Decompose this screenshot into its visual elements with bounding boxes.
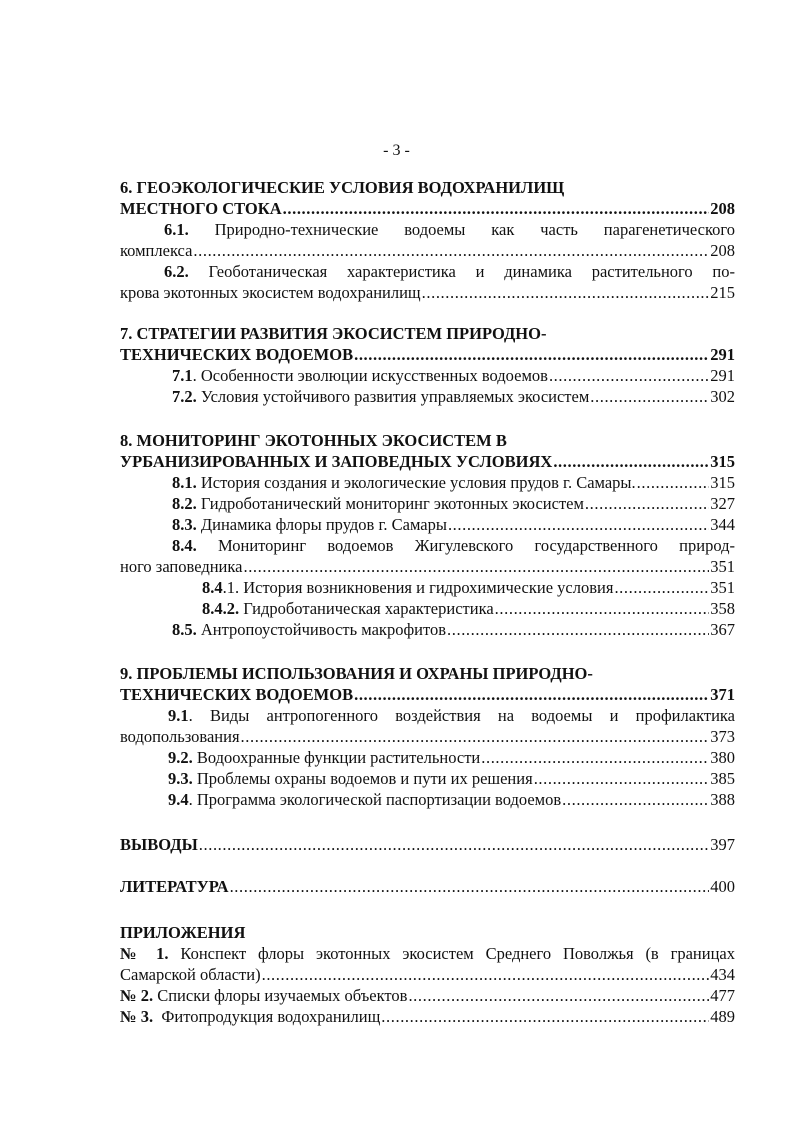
entry-page: 344 bbox=[710, 515, 735, 534]
dot-leader bbox=[241, 726, 710, 747]
appendices-title: ПРИЛОЖЕНИЯ bbox=[120, 923, 246, 942]
dot-leader bbox=[553, 451, 709, 472]
toc-entry-6-2-line2[interactable] bbox=[120, 282, 735, 303]
dot-leader bbox=[495, 598, 710, 619]
toc-entry-8-3[interactable] bbox=[120, 514, 735, 535]
entry-number: 8.3. bbox=[172, 515, 197, 534]
dot-leader bbox=[447, 619, 709, 640]
entry-number: 9.1 bbox=[168, 706, 189, 725]
entry-page: 358 bbox=[710, 599, 735, 618]
conclusions-page: 397 bbox=[710, 835, 735, 854]
dot-leader bbox=[193, 240, 709, 261]
entry-text: История создания и экологические условия прудов г. Самары. bbox=[196, 473, 636, 492]
entry-page: 489 bbox=[710, 1007, 735, 1026]
entry-text: . Особенности эволюции искусственных водоемов bbox=[192, 366, 548, 385]
entry-text: Списки флоры изучаемых объектов bbox=[153, 986, 408, 1005]
entry-page: 291 bbox=[710, 366, 735, 385]
toc-entry-6-1-line1[interactable] bbox=[120, 219, 735, 240]
entry-number: 7.1 bbox=[172, 366, 193, 385]
toc-section-8 bbox=[120, 430, 735, 640]
entry-text: Конспект флоры экотонных экосистем Среднего Поволжья (в границах bbox=[168, 944, 735, 963]
entry-number: 6.1. bbox=[164, 220, 189, 239]
dot-leader bbox=[481, 747, 709, 768]
section-9-title-line1: 9. ПРОБЛЕМЫ ИСПОЛЬЗОВАНИЯ И ОХРАНЫ ПРИРОДНО- bbox=[120, 664, 593, 683]
toc-entry-8-2[interactable] bbox=[120, 493, 735, 514]
entry-number: 8.4.2. bbox=[202, 599, 240, 618]
entry-number: 6.2. bbox=[164, 262, 189, 281]
entry-text: комплекса bbox=[120, 241, 193, 260]
literature-page: 400 bbox=[710, 877, 735, 896]
entry-text: Условия устойчивого развития управляемых экосистем bbox=[196, 387, 590, 406]
entry-page: 380 bbox=[710, 748, 735, 767]
dot-leader bbox=[534, 768, 710, 789]
section-7-title-row[interactable] bbox=[120, 344, 735, 365]
entry-number: 8.4 bbox=[202, 578, 223, 597]
entry-text: крова экотонных экосистем водохранилищ bbox=[120, 283, 421, 302]
entry-text: Динамика флоры прудов г. Самары bbox=[196, 515, 447, 534]
toc-appendix-1-line1[interactable] bbox=[120, 943, 735, 964]
entry-page: 315 bbox=[710, 473, 735, 492]
entry-number: 9.3. bbox=[168, 769, 193, 788]
dot-leader bbox=[283, 198, 710, 219]
entry-page: 385 bbox=[710, 769, 735, 788]
section-9-title-row[interactable] bbox=[120, 684, 735, 705]
entry-number: № 3. bbox=[120, 1007, 154, 1026]
entry-page: 434 bbox=[710, 965, 735, 984]
toc-entry-7-2[interactable] bbox=[120, 386, 735, 407]
toc-entry-8-4-2[interactable] bbox=[120, 598, 735, 619]
toc-appendix-2[interactable] bbox=[120, 985, 735, 1006]
literature-label: ЛИТЕРАТУРА bbox=[120, 877, 229, 896]
page-number: - 3 - bbox=[383, 142, 410, 159]
entry-text: Природно-технические водоемы как часть парагенетического bbox=[188, 220, 735, 239]
toc-entry-9-1-line2[interactable] bbox=[120, 726, 735, 747]
toc-entry-8-4-line2[interactable] bbox=[120, 556, 735, 577]
entry-text: Антропоустойчивость макрофитов bbox=[196, 620, 447, 639]
toc-entry-9-3[interactable] bbox=[120, 768, 735, 789]
section-8-title-line1: 8. МОНИТОРИНГ ЭКОТОННЫХ ЭКОСИСТЕМ В bbox=[120, 431, 507, 450]
section-6-title-line2: МЕСТНОГО СТОКА bbox=[120, 199, 282, 218]
entry-page: 388 bbox=[710, 790, 735, 809]
dot-leader bbox=[243, 556, 709, 577]
section-8-page: 315 bbox=[710, 452, 735, 471]
entry-number: 8.4. bbox=[172, 536, 197, 555]
dot-leader bbox=[199, 834, 709, 855]
entry-page: 351 bbox=[710, 557, 735, 576]
toc-appendix-1-line2[interactable] bbox=[120, 964, 735, 985]
entry-text: Гидроботаническая характеристика bbox=[239, 599, 494, 618]
conclusions-label: ВЫВОДЫ bbox=[120, 835, 198, 854]
toc-entry-conclusions[interactable] bbox=[120, 834, 735, 855]
toc-section-7 bbox=[120, 323, 735, 407]
dot-leader bbox=[637, 472, 710, 493]
entry-text: Геоботаническая характеристика и динамика растительного по- bbox=[188, 262, 735, 281]
entry-text: . Виды антропогенного воздействия на водоемы и профилактика bbox=[188, 706, 735, 725]
toc-entry-8-5[interactable] bbox=[120, 619, 735, 640]
toc-entry-8-4-line1[interactable] bbox=[120, 535, 735, 556]
toc-entry-8-1[interactable] bbox=[120, 472, 735, 493]
toc-appendices bbox=[120, 922, 735, 1027]
entry-text: Фитопродукция водохранилищ bbox=[153, 1007, 381, 1026]
dot-leader bbox=[230, 876, 710, 897]
entry-page: 477 bbox=[710, 986, 735, 1005]
dot-leader bbox=[422, 282, 710, 303]
entry-page: 215 bbox=[710, 283, 735, 302]
section-9-page: 371 bbox=[710, 685, 735, 704]
dot-leader bbox=[585, 493, 709, 514]
dot-leader bbox=[614, 577, 709, 598]
dot-leader bbox=[448, 514, 709, 535]
dot-leader bbox=[549, 365, 709, 386]
entry-text: .1. История возникновения и гидрохимические условия bbox=[222, 578, 614, 597]
entry-number: № 1. bbox=[120, 944, 169, 963]
section-7-title-line1: 7. СТРАТЕГИИ РАЗВИТИЯ ЭКОСИСТЕМ ПРИРОДНО- bbox=[120, 324, 547, 343]
toc-entry-6-1-line2[interactable] bbox=[120, 240, 735, 261]
dot-leader bbox=[262, 964, 710, 985]
section-8-title-line2: УРБАНИЗИРОВАННЫХ И ЗАПОВЕДНЫХ УСЛОВИЯХ bbox=[120, 452, 553, 471]
entry-text: ного заповедника bbox=[120, 557, 243, 576]
dot-leader bbox=[354, 684, 709, 705]
dot-leader bbox=[590, 386, 709, 407]
entry-number: 9.4 bbox=[168, 790, 189, 809]
section-9-title-line2: ТЕХНИЧЕСКИХ ВОДОЕМОВ bbox=[120, 685, 354, 704]
toc-entry-8-4-1[interactable] bbox=[120, 577, 735, 598]
entry-text: водопользования bbox=[120, 727, 240, 746]
toc-entry-9-4[interactable] bbox=[120, 789, 735, 810]
entry-page: 373 bbox=[710, 727, 735, 746]
entry-text: Водоохранные функции растительности bbox=[192, 748, 481, 767]
toc-literature bbox=[120, 876, 735, 897]
entry-number: 7.2. bbox=[172, 387, 197, 406]
entry-number: 8.1. bbox=[172, 473, 197, 492]
entry-text: . Программа экологической паспортизации водоемов bbox=[188, 790, 562, 809]
entry-text: Самарской области) bbox=[120, 965, 261, 984]
toc-entry-literature[interactable] bbox=[120, 876, 735, 897]
dot-leader bbox=[381, 1006, 709, 1027]
entry-number: 9.2. bbox=[168, 748, 193, 767]
entry-text: Мониторинг водоемов Жигулевского государственного природ- bbox=[196, 536, 735, 555]
toc-section-9 bbox=[120, 663, 735, 810]
section-8-title-row[interactable] bbox=[120, 451, 735, 472]
entry-page: 367 bbox=[710, 620, 735, 639]
entry-page: 208 bbox=[710, 241, 735, 260]
toc-appendix-3[interactable] bbox=[120, 1006, 735, 1027]
toc-conclusions bbox=[120, 834, 735, 855]
entry-text: Гидроботанический мониторинг экотонных экосистем bbox=[196, 494, 584, 513]
entry-page: 302 bbox=[710, 387, 735, 406]
dot-leader bbox=[562, 789, 709, 810]
entry-page: 327 bbox=[710, 494, 735, 513]
toc-entry-6-2-line1[interactable] bbox=[120, 261, 735, 282]
section-6-title-row[interactable] bbox=[120, 198, 735, 219]
entry-number: 8.2. bbox=[172, 494, 197, 513]
dot-leader bbox=[354, 344, 709, 365]
toc-entry-9-2[interactable] bbox=[120, 747, 735, 768]
section-6-title-line1: 6. ГЕОЭКОЛОГИЧЕСКИЕ УСЛОВИЯ ВОДОХРАНИЛИЩ bbox=[120, 178, 565, 197]
section-7-title-line2: ТЕХНИЧЕСКИХ ВОДОЕМОВ bbox=[120, 345, 354, 364]
dot-leader bbox=[408, 985, 709, 1006]
entry-page: 351 bbox=[710, 578, 735, 597]
section-6-page: 208 bbox=[710, 199, 735, 218]
entry-number: № 2. bbox=[120, 986, 154, 1005]
toc-entry-9-1-line1[interactable] bbox=[120, 705, 735, 726]
entry-number: 8.5. bbox=[172, 620, 197, 639]
section-7-page: 291 bbox=[710, 345, 735, 364]
toc-section-6 bbox=[120, 177, 735, 303]
entry-text: Проблемы охраны водоемов и пути их решения bbox=[192, 769, 533, 788]
toc-entry-7-1[interactable] bbox=[120, 365, 735, 386]
